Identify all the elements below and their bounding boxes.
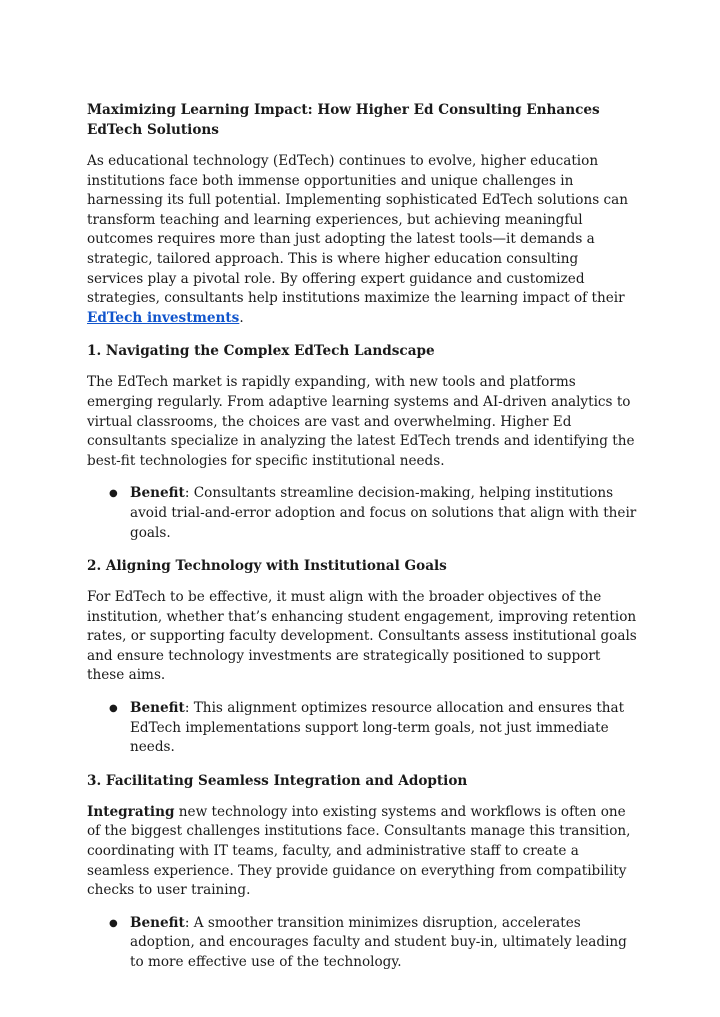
benefit-item [87,914,637,973]
section-body: For EdTech to be effective, it must align with the broader objectives of the institution, whether that’s enhancing student engagement, improving retention rates, or supporting faculty development. Consultants assess institutional goals and ensure technology investments are strategically positioned to support these aims. [87,589,637,684]
section-body: new technology into existing systems and workflows is often one of the biggest challenges institutions face. Consultants manage this transition, coordinating with IT teams, faculty, and administrative staff to create a seamless experience. They provide guidance on everything from compatibility checks to user training. [87,803,631,899]
bullet-dot-icon: ● [109,703,118,715]
benefit-list [87,914,637,973]
section-heading: 3. Facilitating Seamless Integration and Adoption [87,772,468,789]
section-heading: 1. Navigating the Complex EdTech Landscape [87,343,435,360]
benefit-text: : Consultants streamline decision-making, helping institutions avoid trial-and-error adoption and focus on solutions that align with their goals. [130,485,637,541]
benefit-text: : A smoother transition minimizes disruption, accelerates adoption, and encourages faculty and student buy-in, ultimately leading to more effective use of the technology. [130,914,627,970]
document-page [87,100,637,986]
benefit-text: : This alignment optimizes resource allocation and ensures that EdTech implementations support long-term goals, not just immediate needs. [130,700,625,756]
section-paragraph [87,803,637,901]
section-lead: Integrating [87,803,175,820]
section-paragraph [87,373,637,471]
benefit-item [87,699,637,758]
benefit-item [87,484,637,543]
document-title: Maximizing Learning Impact: How Higher Ed Consulting Enhances EdTech Solutions [87,102,600,138]
edtech-investments-link[interactable]: EdTech investments [87,309,240,326]
intro-paragraph [87,152,637,328]
benefit-list [87,484,637,543]
benefit-label: Benefit [130,485,185,502]
intro-text: As educational technology (EdTech) continues to evolve, higher education institutions face both immense opportunities and unique challenges in harnessing its full potential. Implementing sophisticated EdTech solutions can transform teaching and learning experiences, but achieving meaningful outcomes requires more than just adopting the latest tools—it demands a strategic, tailored approach. This is where higher education consulting services play a pivotal role. By offering expert guidance and customized strategies, consultants help institutions maximize the learning impact of their [87,153,628,307]
bullet-dot-icon: ● [109,917,118,929]
benefit-label: Benefit [130,700,185,717]
section-body: The EdTech market is rapidly expanding, with new tools and platforms emerging regularly. From adaptive learning systems and AI-driven analytics to virtual classrooms, the choices are vast and overwhelming. Higher Ed consultants specialize in analyzing the latest EdTech trends and identifying the best-fit technologies for specific institutional needs. [87,374,635,469]
bullet-dot-icon: ● [109,488,118,500]
section-paragraph [87,588,637,686]
benefit-list [87,699,637,758]
section-heading: 2. Aligning Technology with Institutional Goals [87,558,447,575]
benefit-label: Benefit [130,914,185,931]
intro-end: . [239,309,244,326]
